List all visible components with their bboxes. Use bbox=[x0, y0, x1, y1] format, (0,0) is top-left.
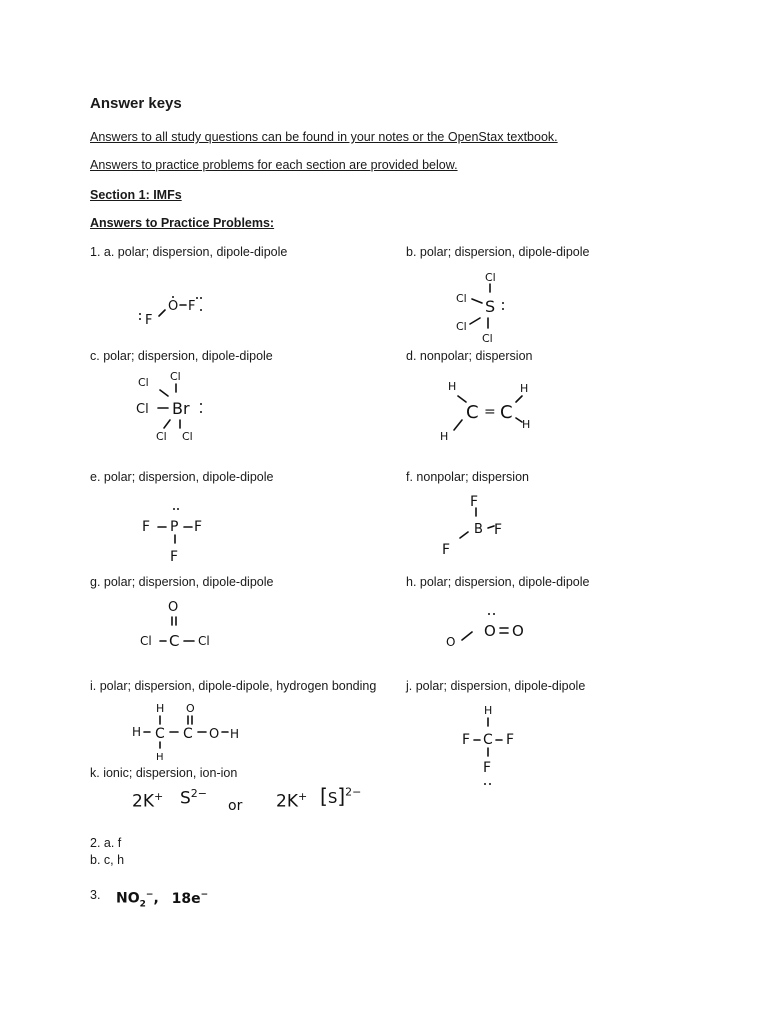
atom-h: H bbox=[520, 382, 529, 395]
structure-h bbox=[440, 606, 540, 661]
open-bracket: [ bbox=[320, 784, 328, 808]
lone-pair-dot bbox=[488, 613, 490, 615]
intro-line-1: Answers to all study questions can be found in your notes or the OpenStax textbook. bbox=[90, 130, 558, 144]
answer-1k: k. ionic; dispersion, ion-ion bbox=[90, 766, 238, 780]
answer-3-number: 3. bbox=[90, 888, 101, 902]
sulfide-ion: S bbox=[327, 789, 338, 807]
atom-f: F bbox=[483, 760, 492, 776]
answer-1c: c. polar; dispersion, dipole-dipole bbox=[90, 349, 273, 363]
potassium-ions: 2K bbox=[276, 791, 298, 812]
atom-b: B bbox=[474, 522, 483, 537]
answer-1i: i. polar; dispersion, dipole-dipole, hydrogen bonding bbox=[90, 679, 377, 693]
or-word: or bbox=[228, 798, 243, 814]
answer-1b: b. polar; dispersion, dipole-dipole bbox=[406, 245, 590, 259]
lone-pair-dot bbox=[200, 403, 202, 405]
atom-c: C bbox=[466, 402, 479, 423]
ionic-formula-1 bbox=[132, 790, 163, 812]
anion-charge: 2− bbox=[190, 787, 208, 800]
atom-h: H bbox=[132, 725, 142, 739]
nitrite-subscript: 2 bbox=[139, 899, 146, 910]
atom-h: H bbox=[440, 430, 449, 443]
lone-pair-dot bbox=[493, 613, 495, 615]
lone-pair-dot bbox=[200, 297, 202, 299]
potassium-ions: 2K bbox=[132, 791, 154, 812]
atom-f: F bbox=[506, 732, 515, 748]
answer-1e: e. polar; dispersion, dipole-dipole bbox=[90, 470, 274, 484]
intro-line-2: Answers to practice problems for each section are provided below. bbox=[90, 158, 458, 172]
structure-e bbox=[134, 503, 224, 573]
atom-h: H bbox=[448, 380, 457, 393]
atom-cl: Cl bbox=[456, 292, 467, 305]
cation-charge: + bbox=[153, 790, 164, 803]
atom-h: H bbox=[230, 727, 240, 741]
atom-cl: Cl bbox=[198, 634, 210, 648]
answer-1d: d. nonpolar; dispersion bbox=[406, 349, 533, 363]
answer-1g: g. polar; dispersion, dipole-dipole bbox=[90, 575, 274, 589]
q3-answer bbox=[116, 890, 208, 909]
atom-h: H bbox=[484, 704, 493, 717]
atom-cl: Cl bbox=[482, 332, 493, 345]
lone-pair-dot bbox=[200, 411, 202, 413]
bond-line bbox=[462, 632, 472, 640]
nitrite-charge: − bbox=[145, 890, 154, 900]
atom-s: S bbox=[485, 297, 496, 316]
lone-pair-dot bbox=[177, 508, 179, 510]
atom-cl: Cl bbox=[136, 402, 149, 417]
separator: , bbox=[153, 890, 159, 907]
practice-heading: Answers to Practice Problems: bbox=[90, 216, 275, 230]
atom-f: F bbox=[142, 519, 151, 535]
atom-c: C bbox=[183, 726, 193, 742]
electron-charge: − bbox=[200, 890, 209, 900]
atom-c: C bbox=[500, 402, 513, 423]
structure-g bbox=[132, 593, 222, 668]
atom-cl: Cl bbox=[485, 271, 496, 284]
nitrite-formula: NO bbox=[116, 890, 140, 907]
atom-f: F bbox=[462, 732, 471, 748]
atom-o: O bbox=[512, 622, 524, 640]
ionic-formula-2 bbox=[276, 790, 307, 812]
bond-line bbox=[472, 299, 482, 303]
bond-line bbox=[516, 396, 522, 402]
atom-o: O bbox=[209, 727, 220, 742]
lone-pair-dot bbox=[139, 313, 141, 315]
atom-h: H bbox=[156, 752, 164, 763]
atom-cl: Cl bbox=[156, 430, 167, 443]
atom-f: F bbox=[470, 494, 479, 510]
lone-pair-dot bbox=[200, 309, 202, 311]
answer-2b: b. c, h bbox=[90, 853, 125, 867]
atom-f: F bbox=[145, 313, 153, 328]
lone-pair-dot bbox=[502, 308, 504, 310]
structure-i bbox=[130, 698, 250, 763]
atom-f: F bbox=[442, 542, 451, 558]
page-title: Answer keys bbox=[90, 95, 182, 112]
atom-p: P bbox=[170, 519, 179, 535]
answer-1a: 1. a. polar; dispersion, dipole-dipole bbox=[90, 245, 288, 259]
structure-f bbox=[436, 488, 526, 563]
atom-f: F bbox=[188, 299, 196, 314]
sulfide-ion: S bbox=[180, 788, 191, 809]
answer-1j: j. polar; dispersion, dipole-dipole bbox=[406, 679, 586, 693]
atom-cl: Cl bbox=[170, 370, 181, 383]
atom-f: F bbox=[494, 522, 503, 538]
close-bracket: ] bbox=[337, 784, 346, 808]
lone-pair-dot bbox=[139, 318, 141, 320]
bond-line bbox=[460, 532, 468, 538]
answer-1f: f. nonpolar; dispersion bbox=[406, 470, 529, 484]
lone-pair-dot bbox=[196, 297, 198, 299]
answer-2a: 2. a. f bbox=[90, 836, 122, 850]
atom-o: O bbox=[186, 702, 195, 715]
cation-charge: + bbox=[297, 790, 308, 803]
atom-h: H bbox=[156, 702, 165, 715]
atom-c: C bbox=[483, 732, 493, 748]
structure-a bbox=[135, 290, 215, 335]
double-bond: = bbox=[484, 404, 496, 420]
lone-pair-dot bbox=[489, 783, 491, 785]
bracketed-sulfide bbox=[320, 784, 361, 808]
electron-count: 18e bbox=[171, 890, 201, 907]
bond-line bbox=[454, 420, 462, 430]
lone-pair-dot bbox=[502, 302, 504, 304]
atom-cl: Cl bbox=[138, 376, 149, 389]
atom-c: C bbox=[169, 632, 180, 650]
structure-b bbox=[450, 266, 520, 346]
atom-cl: Cl bbox=[456, 320, 467, 333]
ionic-formula-sulfide bbox=[180, 787, 207, 809]
bond-line bbox=[470, 318, 480, 324]
atom-o: O bbox=[168, 600, 179, 615]
atom-c: C bbox=[155, 726, 165, 742]
anion-charge: 2− bbox=[345, 785, 362, 799]
atom-cl: Cl bbox=[182, 430, 193, 443]
atom-f: F bbox=[194, 519, 203, 535]
bond-line bbox=[159, 310, 165, 316]
structure-c bbox=[130, 368, 220, 448]
atom-o: O bbox=[484, 622, 496, 640]
structure-d bbox=[436, 376, 546, 446]
bond-line bbox=[164, 420, 170, 428]
section-heading: Section 1: IMFs bbox=[90, 188, 182, 202]
atom-f: F bbox=[170, 549, 179, 565]
lone-pair-dot bbox=[173, 508, 175, 510]
atom-o: O bbox=[168, 299, 179, 314]
lone-pair-dot bbox=[172, 296, 174, 298]
bond-line bbox=[458, 396, 466, 402]
atom-br: Br bbox=[172, 399, 190, 418]
atom-h: H bbox=[522, 418, 531, 431]
lone-pair-dot bbox=[484, 783, 486, 785]
atom-cl: Cl bbox=[140, 634, 152, 648]
bond-line bbox=[160, 390, 168, 396]
answer-1h: h. polar; dispersion, dipole-dipole bbox=[406, 575, 590, 589]
atom-o: O bbox=[446, 635, 456, 649]
structure-j bbox=[452, 700, 542, 790]
